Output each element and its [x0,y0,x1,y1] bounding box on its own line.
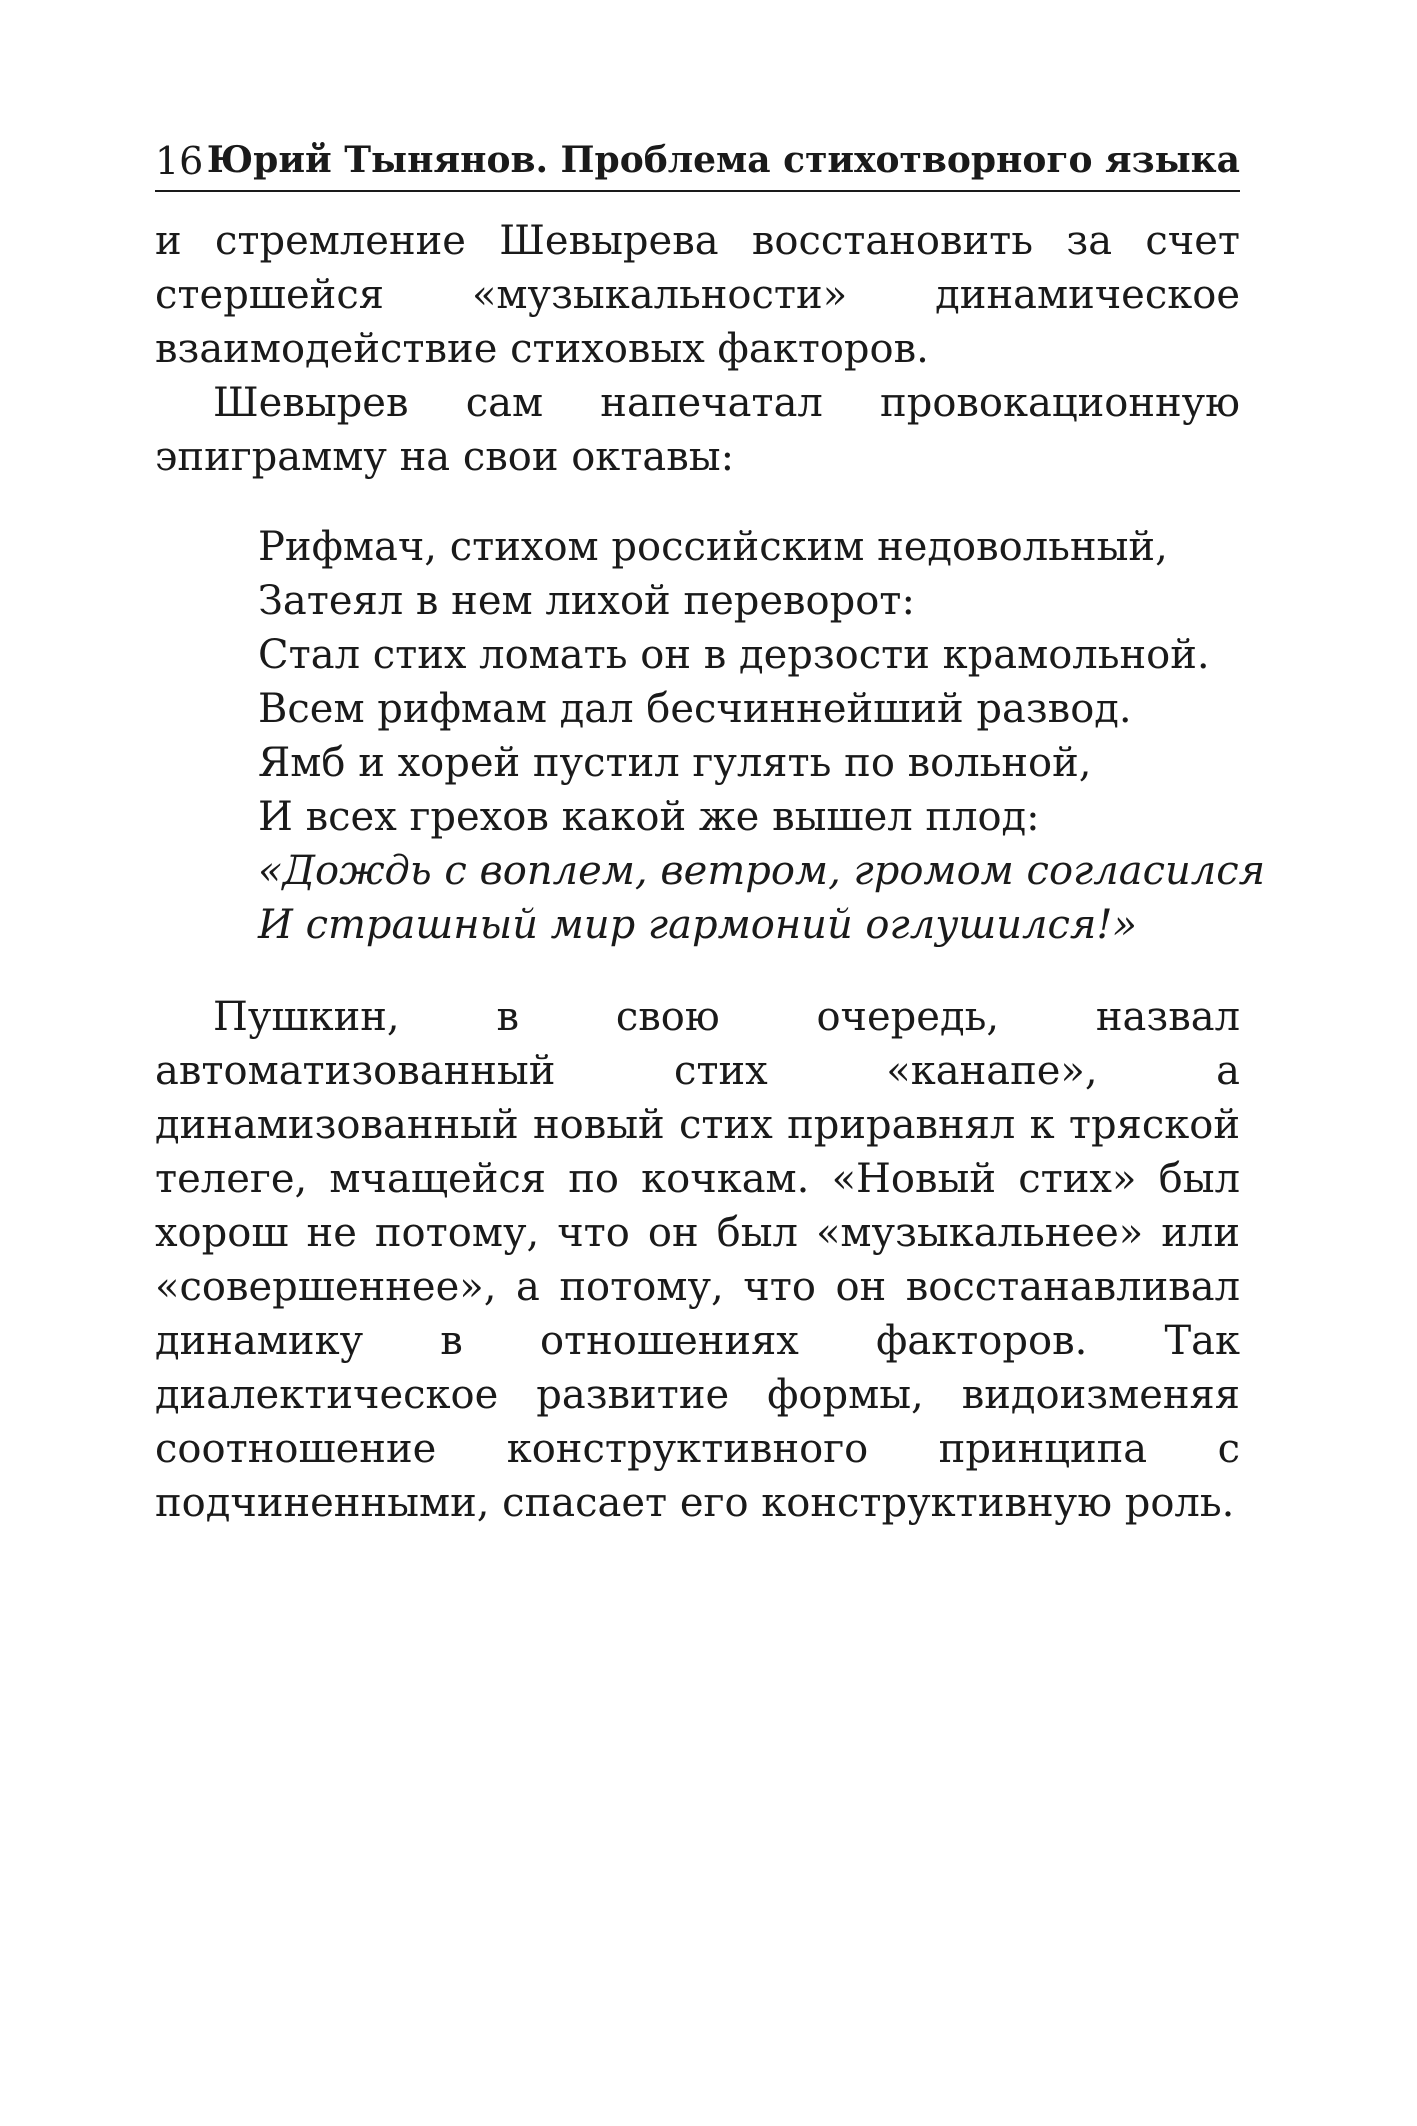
running-head [155,130,1240,192]
poem-line: И всех грехов какой же вышел плод: [258,794,1040,840]
epigram-poem [258,520,1266,952]
poem-line: Ямб и хорей пустил гулять по вольной, [258,740,1092,786]
paragraph-continued: и стремление Шевырева восстановить за счет стершейся «музыкальности» динамическое взаимодействие стиховых факторов. [155,218,1240,372]
body-text [155,214,1266,1530]
book-page [155,130,1266,1530]
paragraph-pushkin: Пушкин, в свою очередь, назвал автоматизованный стих «канапе», а динамизованный новый стих приравнял к тряской телеге, мчащейся по кочкам. «Новый стих» был хорош не потому, что он был «музыкальнее» или «совершеннее», а потому, что он восстанавливал динамику в отношениях факторов. Так диалектическое развитие формы, видоизменяя соотношение конструктивного принципа с подчиненными, спасает его конструктивную роль. [155,994,1240,1526]
poem-line-quote: И страшный мир гармоний оглушился!» [258,902,1137,948]
poem-line: Затеял в нем лихой переворот: [258,578,915,624]
poem-line-quote: «Дождь с воплем, ветром, громом согласился [258,848,1266,894]
page-number: 16 [155,139,204,183]
running-title: Юрий Тынянов. Проблема стихотворного языка [206,139,1240,181]
poem-line: Всем рифмам дал бесчиннейший развод. [258,686,1132,732]
paragraph-epigram-intro: Шевырев сам напечатал провокационную эпиграмму на свои октавы: [155,380,1240,480]
poem-line: Стал стих ломать он в дерзости крамольной. [258,632,1210,678]
poem-line: Рифмач, стихом российским недовольный, [258,524,1168,570]
